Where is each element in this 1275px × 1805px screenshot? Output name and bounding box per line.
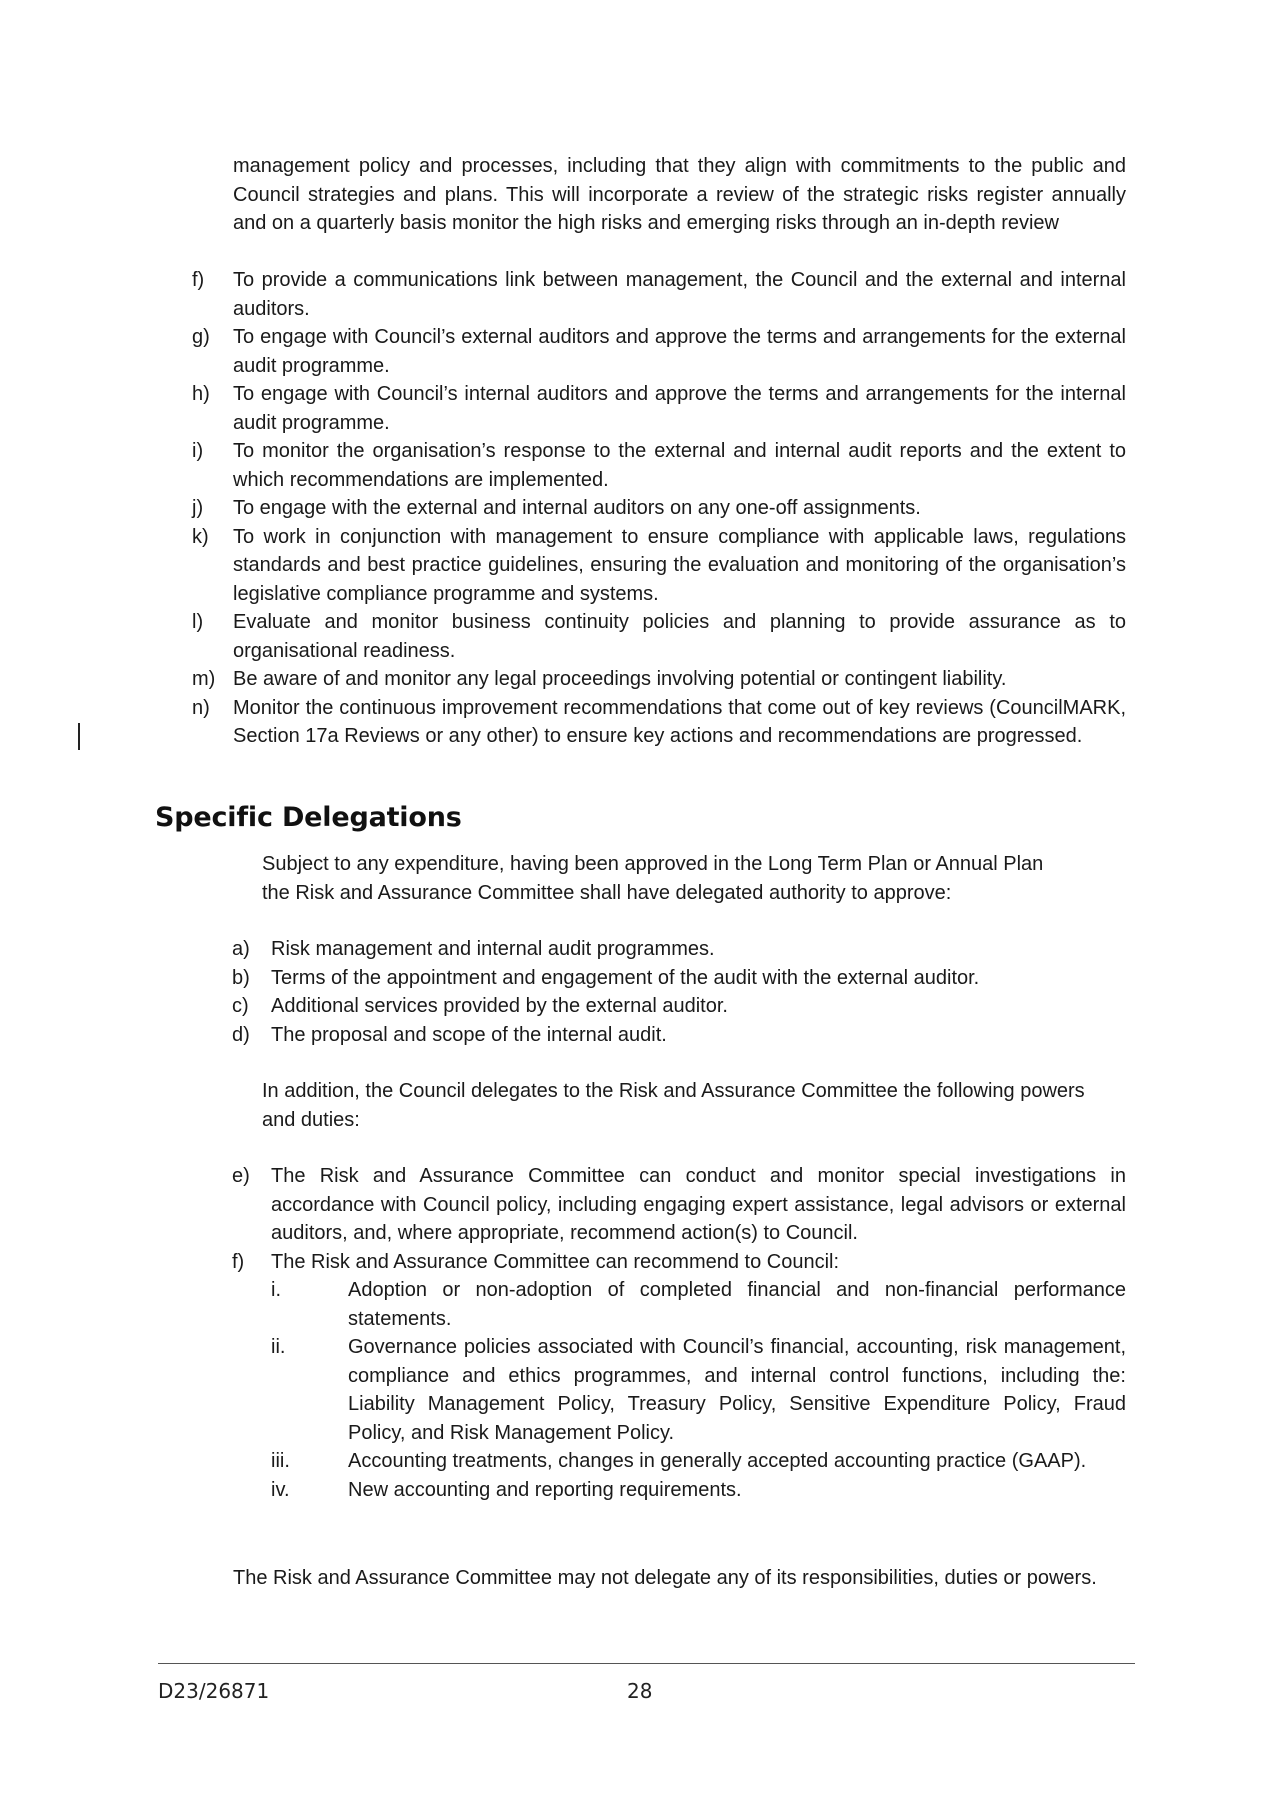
list-marker: k)	[192, 525, 209, 548]
sublist-item-text: Accounting treatments, changes in generally accepted accounting practice (GAAP).	[348, 1450, 1087, 1472]
list-item	[192, 523, 1126, 609]
list-marker: b)	[232, 966, 250, 989]
continuation-paragraph: management policy and processes, including that they align with commitments to the public and Council strategies and plans. This will incorporate a review of the strategic risks register annually and on a quarterly basis monitor the high risks and emerging risks through an in-depth review	[233, 155, 1126, 234]
list-item	[192, 323, 1126, 380]
list-item	[192, 266, 1126, 323]
delegation-intro: Subject to any expenditure, having been approved in the Long Term Plan or Annual Plan the Risk and Assurance Committee shall have delegated authority to approve:	[262, 853, 1044, 904]
sublist-marker: ii.	[271, 1336, 286, 1358]
list-marker: e)	[232, 1165, 250, 1187]
list-marker: m)	[192, 668, 216, 690]
revision-change-bar	[78, 723, 80, 750]
list-marker: j)	[192, 497, 204, 519]
sublist-item	[271, 1276, 1126, 1333]
list-item	[192, 380, 1126, 437]
list-item	[232, 1162, 1126, 1248]
list-item	[232, 992, 1126, 1021]
list-item-text: The proposal and scope of the internal audit.	[271, 1023, 667, 1046]
list-marker: c)	[232, 995, 249, 1017]
footer-divider	[158, 1663, 1135, 1664]
list-item-text: To engage with Council’s external auditors and approve the terms and arrangements for the external audit programme.	[233, 326, 1126, 377]
list-marker: i)	[192, 440, 204, 462]
list-item-text: Additional services provided by the external auditor.	[271, 995, 728, 1017]
approvals-list	[232, 935, 1126, 1049]
list-item-text: Evaluate and monitor business continuity policies and planning to provide assurance as to organisational readiness.	[233, 611, 1126, 662]
list-marker: n)	[192, 696, 210, 719]
sublist-item	[271, 1333, 1126, 1447]
list-item-text: Monitor the continuous improvement recommendations that come out of key reviews (CouncilMARK, Section 17a Reviews or any other) to ensure key actions and recommendations are progressed.	[233, 696, 1126, 747]
responsibilities-list	[192, 266, 1126, 751]
list-item	[192, 665, 1126, 694]
sublist-item-text: New accounting and reporting requirements.	[348, 1478, 742, 1501]
list-marker: a)	[232, 938, 250, 960]
list-item	[232, 1021, 1126, 1050]
list-marker: l)	[192, 611, 204, 633]
list-item-text: The Risk and Assurance Committee can recommend to Council:	[271, 1250, 840, 1273]
list-item-text: To engage with the external and internal auditors on any one-off assignments.	[233, 497, 921, 519]
sublist-item	[271, 1447, 1126, 1476]
list-marker: f)	[192, 269, 205, 291]
list-item-text: Risk management and internal audit programmes.	[271, 938, 715, 960]
sublist-item	[271, 1476, 1126, 1505]
list-item-text: To work in conjunction with management to ensure compliance with applicable laws, regulations standards and best practice guidelines, ensuring the evaluation and monitoring of the organisation’s legislative compliance programme and systems.	[233, 525, 1126, 605]
sublist-marker: i.	[271, 1279, 281, 1301]
powers-list	[232, 1162, 1126, 1504]
list-item-text: Terms of the appointment and engagement of the audit with the external auditor.	[271, 966, 980, 989]
list-item-text: To engage with Council’s internal auditors and approve the terms and arrangements for the internal audit programme.	[233, 383, 1126, 434]
list-item	[192, 437, 1126, 494]
section-heading: Specific Delegations	[155, 802, 462, 833]
sublist-marker: iv.	[271, 1478, 290, 1501]
list-marker: g)	[192, 326, 210, 348]
list-item	[232, 964, 1126, 993]
sublist-item-text: Governance policies associated with Council’s financial, accounting, risk management, compliance and ethics programmes, and internal control functions, including the: Liability Management Policy, Treasury Policy, Sensitive Expenditure Policy, Fraud Policy, and Risk Management Policy.	[348, 1336, 1126, 1444]
list-item-text: Be aware of and monitor any legal proceedings involving potential or contingent liability.	[233, 668, 1007, 690]
list-item	[232, 935, 1126, 964]
sublist-item-text: Adoption or non-adoption of completed financial and non-financial performance statements.	[348, 1279, 1126, 1330]
list-item	[192, 694, 1126, 751]
list-item	[192, 608, 1126, 665]
footer-document-reference: D23/26871	[158, 1679, 270, 1703]
closing-paragraph: The Risk and Assurance Committee may not delegate any of its responsibilities, duties or powers.	[233, 1567, 1097, 1589]
sublist-marker: iii.	[271, 1450, 290, 1472]
recommendations-sublist	[271, 1276, 1126, 1504]
list-marker: d)	[232, 1023, 250, 1046]
footer-page-number: 28	[627, 1679, 653, 1703]
list-item	[192, 494, 1126, 523]
list-item	[232, 1248, 1126, 1505]
list-item-text: The Risk and Assurance Committee can conduct and monitor special investigations in accordance with Council policy, including engaging expert assistance, legal advisors or external auditors, and, where appropriate, recommend action(s) to Council.	[271, 1165, 1126, 1244]
list-item-text: To provide a communications link between management, the Council and the external and internal auditors.	[233, 269, 1126, 320]
list-marker: h)	[192, 383, 210, 405]
list-item-text: To monitor the organisation’s response to the external and internal audit reports and the extent to which recommendations are implemented.	[233, 440, 1126, 491]
powers-intro: In addition, the Council delegates to the Risk and Assurance Committee the following powers and duties:	[262, 1080, 1085, 1131]
list-marker: f)	[232, 1250, 245, 1273]
